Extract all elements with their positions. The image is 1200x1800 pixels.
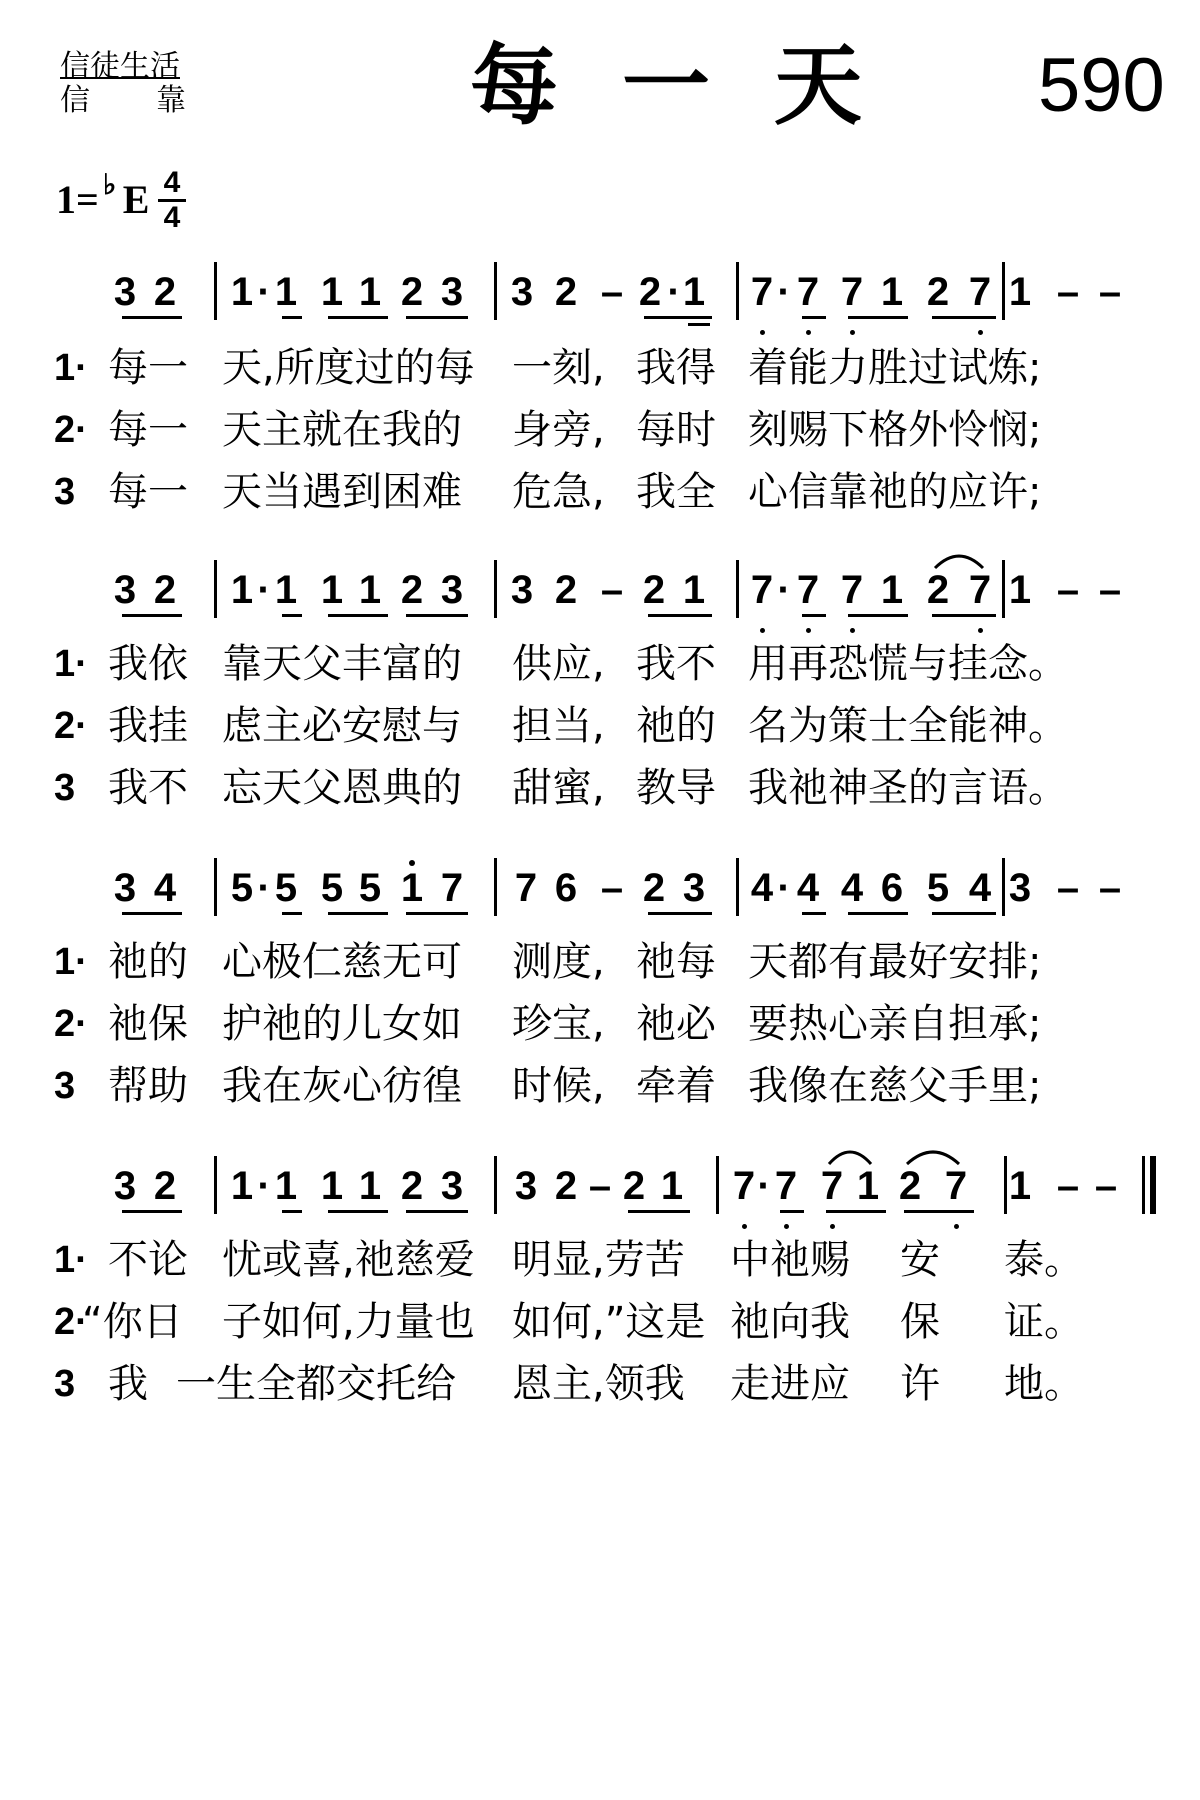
beam-underline: [122, 912, 182, 915]
verse-number: 1·: [54, 347, 88, 389]
lyric-syllable: 测度,: [512, 939, 605, 985]
dash-note: –: [1098, 270, 1122, 314]
augmentation-dot: ·: [257, 866, 271, 910]
note: 2: [642, 866, 666, 910]
notation-system-3: [0, 866, 1200, 946]
tie-slur: [827, 1146, 873, 1166]
note: 2: [554, 1164, 578, 1208]
meter-bottom: 4: [163, 201, 181, 234]
lyric-syllable: 恩主,领我: [512, 1361, 685, 1407]
note: 1: [880, 568, 904, 612]
lyric-syllable: 祂的: [108, 939, 188, 985]
beam-underline: [328, 614, 388, 617]
note: 1: [230, 568, 254, 612]
barline: [494, 1156, 497, 1214]
augmentation-dot: ·: [257, 270, 271, 314]
dash-note: –: [1094, 1164, 1118, 1208]
note: 1: [320, 1164, 344, 1208]
note: 4: [796, 866, 820, 910]
lyric-syllable: 天当遇到困难: [222, 469, 462, 515]
flat-sign: ♭: [103, 170, 117, 201]
note: 3: [682, 866, 706, 910]
note: 3: [113, 1164, 137, 1208]
lyric-syllable: 我不: [636, 641, 716, 687]
note: 2: [153, 270, 177, 314]
barline: [736, 560, 739, 618]
notation-system-4: [0, 1164, 1200, 1244]
lyric-syllable: 明显,劳苦: [512, 1237, 685, 1283]
tie-slur: [905, 1146, 961, 1166]
beam-underline: [802, 614, 826, 617]
lyric-syllable: 忧或喜,祂慈爱: [222, 1237, 475, 1283]
note: 4: [153, 866, 177, 910]
lyric-syllable: 珍宝,: [512, 1001, 605, 1047]
barline: [494, 262, 497, 320]
lyric-syllable: 要热心亲自担承;: [748, 1001, 1042, 1047]
note: 1: [358, 270, 382, 314]
note: 7: [750, 568, 774, 612]
note: 1: [358, 568, 382, 612]
beam-underline: [406, 912, 468, 915]
verse-number: 1·: [54, 643, 88, 685]
lyric-syllable: 地。: [1004, 1361, 1084, 1407]
lyric-syllable: 泰。: [1004, 1237, 1084, 1283]
note: 6: [554, 866, 578, 910]
final-barline-thick: [1150, 1156, 1156, 1214]
note: 5: [230, 866, 254, 910]
note: 5: [320, 866, 344, 910]
verse-number: 2·: [54, 705, 88, 747]
lyric-syllable: 教导: [636, 765, 716, 811]
category-label: 信徒生活: [60, 49, 180, 84]
lyric-syllable: 我全: [636, 469, 716, 515]
lyric-syllable: 祂向我: [730, 1299, 850, 1345]
lyric-line-block2-verse2: [0, 702, 1200, 750]
beam-underline: [628, 1210, 690, 1213]
beam-underline: [406, 1210, 468, 1213]
low-octave-dot: [850, 628, 855, 633]
lyric-syllable: 许: [900, 1361, 940, 1407]
barline: [736, 262, 739, 320]
lyric-syllable: 甜蜜,: [512, 765, 605, 811]
key-prefix: 1=: [56, 177, 99, 222]
note: 2: [622, 1164, 646, 1208]
note: 7: [968, 568, 992, 612]
augmentation-dot: ·: [257, 568, 271, 612]
note: 1: [856, 1164, 880, 1208]
lyric-syllable: 担当,: [512, 703, 605, 749]
dash-note: –: [600, 270, 624, 314]
lyric-line-block3-verse2: [0, 1000, 1200, 1048]
note: 5: [926, 866, 950, 910]
low-octave-dot: [978, 330, 983, 335]
beam-underline: [802, 316, 826, 319]
lyric-syllable: 每一: [108, 345, 188, 391]
note: 3: [514, 1164, 538, 1208]
lyric-line-block4-verse3: [0, 1360, 1200, 1408]
beam-underline: [932, 316, 996, 319]
lyric-syllable: 时候,: [512, 1063, 605, 1109]
beam-underline: [780, 1210, 804, 1213]
beam-underline: [644, 316, 712, 319]
low-octave-dot: [784, 1224, 789, 1229]
dash-note: –: [600, 866, 624, 910]
note: 1: [682, 568, 706, 612]
lyric-syllable: 用再恐慌与挂念。: [748, 641, 1068, 687]
note: 2: [153, 1164, 177, 1208]
note: 3: [113, 866, 137, 910]
note: 1: [358, 1164, 382, 1208]
lyric-syllable: 一刻,: [512, 345, 605, 391]
lyric-line-block2-verse3: [0, 764, 1200, 812]
lyric-syllable: 天,所度过的每: [222, 345, 475, 391]
beam-underline-second: [688, 323, 710, 326]
verse-number: 1·: [54, 1239, 88, 1281]
beam-underline: [932, 614, 996, 617]
low-octave-dot: [806, 330, 811, 335]
verse-number: 1·: [54, 941, 88, 983]
note: 1: [274, 270, 298, 314]
dash-note: –: [1056, 568, 1080, 612]
note: 3: [510, 568, 534, 612]
key-letter: E: [122, 177, 150, 222]
note: 7: [968, 270, 992, 314]
augmentation-dot: ·: [777, 568, 791, 612]
lyric-syllable: 祂的: [636, 703, 716, 749]
augmentation-dot: ·: [777, 270, 791, 314]
lyric-syllable: 着能力胜过试炼;: [748, 345, 1042, 391]
lyric-syllable: 护祂的儿女如: [222, 1001, 462, 1047]
low-octave-dot: [830, 1224, 835, 1229]
lyric-syllable: 我挂: [108, 703, 188, 749]
barline: [494, 858, 497, 916]
lyric-syllable: 靠天父丰富的: [222, 641, 462, 687]
beam-underline: [648, 912, 712, 915]
beam-underline: [328, 316, 388, 319]
note: 3: [113, 270, 137, 314]
lyric-syllable: 祂必: [636, 1001, 716, 1047]
note: 2: [638, 270, 662, 314]
lyric-syllable: 保: [900, 1299, 940, 1345]
lyric-syllable: 祂每: [636, 939, 716, 985]
beam-underline: [848, 912, 908, 915]
note: 3: [510, 270, 534, 314]
note: 7: [944, 1164, 968, 1208]
lyric-line-block3-verse1: [0, 938, 1200, 986]
dash-note: –: [600, 568, 624, 612]
note: 2: [642, 568, 666, 612]
barline: [214, 262, 217, 320]
note: 2: [153, 568, 177, 612]
note: 2: [554, 270, 578, 314]
note: 3: [440, 1164, 464, 1208]
note: 2: [554, 568, 578, 612]
lyric-syllable: 中祂赐: [730, 1237, 850, 1283]
verse-number: 2·: [54, 1301, 88, 1343]
lyric-line-block3-verse3: [0, 1062, 1200, 1110]
lyric-line-block2-verse1: [0, 640, 1200, 688]
beam-underline: [328, 912, 388, 915]
beam-underline: [406, 316, 468, 319]
final-barline-thin: [1142, 1156, 1145, 1214]
note: 4: [840, 866, 864, 910]
note: 1: [230, 1164, 254, 1208]
lyric-syllable: 帮助: [108, 1063, 188, 1109]
low-octave-dot: [760, 330, 765, 335]
lyric-syllable: 我像在慈父手里;: [748, 1063, 1042, 1109]
beam-underline: [848, 316, 908, 319]
dash-note: –: [1056, 1164, 1080, 1208]
note: 1: [1008, 270, 1032, 314]
lyric-syllable: “你日: [82, 1299, 183, 1345]
note: 1: [320, 568, 344, 612]
note: 1: [320, 270, 344, 314]
note: 7: [840, 568, 864, 612]
note: 1: [880, 270, 904, 314]
lyric-line-block1-verse2: [0, 406, 1200, 454]
lyric-syllable: 心信靠祂的应许;: [748, 469, 1042, 515]
subcategory-char-2: 靠: [156, 83, 186, 118]
beam-underline: [122, 614, 182, 617]
lyric-syllable: 虑主必安慰与: [222, 703, 462, 749]
barline: [1004, 1156, 1007, 1214]
note: 1: [400, 866, 424, 910]
hymn-title: 每一天: [470, 34, 927, 137]
note: 7: [440, 866, 464, 910]
dash-note: –: [1056, 866, 1080, 910]
barline: [214, 1156, 217, 1214]
dash-note: –: [1098, 866, 1122, 910]
lyric-syllable: 不论: [108, 1237, 188, 1283]
lyric-syllable: 天主就在我的: [222, 407, 462, 453]
lyric-syllable: 身旁,: [512, 407, 605, 453]
beam-underline: [282, 912, 302, 915]
beam-underline: [282, 316, 302, 319]
barline: [494, 560, 497, 618]
lyric-syllable: 子如何,力量也: [222, 1299, 475, 1345]
hymn-number: 590: [1038, 43, 1165, 128]
augmentation-dot: ·: [257, 1164, 271, 1208]
note: 4: [750, 866, 774, 910]
lyric-syllable: 每一: [108, 469, 188, 515]
verse-number: 3: [54, 1065, 76, 1107]
barline: [736, 858, 739, 916]
low-octave-dot: [850, 330, 855, 335]
beam-underline: [122, 1210, 182, 1213]
beam-underline: [282, 614, 302, 617]
note: 3: [440, 568, 464, 612]
notation-system-2: [0, 568, 1200, 648]
beam-underline: [328, 1210, 388, 1213]
notation-system-1: [0, 270, 1200, 350]
dash-note: –: [588, 1164, 612, 1208]
low-octave-dot: [954, 1224, 959, 1229]
tie-slur: [933, 550, 985, 570]
note: 2: [926, 568, 950, 612]
lyric-syllable: 心极仁慈无可: [222, 939, 462, 985]
barline: [214, 560, 217, 618]
augmentation-dot: ·: [757, 1164, 771, 1208]
note: 7: [820, 1164, 844, 1208]
note: 7: [514, 866, 538, 910]
meter-top: 4: [163, 166, 181, 199]
note: 1: [660, 1164, 684, 1208]
note: 7: [840, 270, 864, 314]
note: 5: [358, 866, 382, 910]
lyric-syllable: 安: [900, 1237, 940, 1283]
note: 7: [750, 270, 774, 314]
note: 5: [274, 866, 298, 910]
subcategory-char-1: 信: [60, 83, 90, 118]
key-signature: [56, 170, 150, 222]
verse-number: 3: [54, 767, 76, 809]
note: 1: [230, 270, 254, 314]
note: 2: [400, 1164, 424, 1208]
beam-underline: [648, 614, 712, 617]
note: 1: [682, 270, 706, 314]
note: 7: [796, 270, 820, 314]
note: 1: [1008, 568, 1032, 612]
note: 6: [880, 866, 904, 910]
beam-underline: [904, 1210, 974, 1213]
verse-number: 3: [54, 471, 76, 513]
lyric-syllable: 我在灰心彷徨: [222, 1063, 462, 1109]
lyric-syllable: 我不: [108, 765, 188, 811]
barline: [214, 858, 217, 916]
lyric-line-block4-verse2: [0, 1298, 1200, 1346]
lyric-line-block1-verse1: [0, 344, 1200, 392]
lyric-syllable: 供应,: [512, 641, 605, 687]
augmentation-dot: ·: [777, 866, 791, 910]
note: 7: [732, 1164, 756, 1208]
beam-underline: [932, 912, 996, 915]
note: 1: [1008, 1164, 1032, 1208]
lyric-syllable: 每一: [108, 407, 188, 453]
lyric-syllable: 祂保: [108, 1001, 188, 1047]
beam-underline: [848, 614, 908, 617]
verse-number: 2·: [54, 1003, 88, 1045]
beam-underline: [122, 316, 182, 319]
note: 3: [1008, 866, 1032, 910]
barline: [1002, 560, 1005, 618]
note: 2: [898, 1164, 922, 1208]
lyric-syllable: 名为策士全能神。: [748, 703, 1068, 749]
lyric-syllable: 我: [108, 1361, 148, 1407]
lyric-syllable: 我祂神圣的言语。: [748, 765, 1068, 811]
lyric-syllable: 一生全都交托给: [176, 1361, 456, 1407]
verse-number: 2·: [54, 409, 88, 451]
note: 3: [440, 270, 464, 314]
note: 4: [968, 866, 992, 910]
note: 7: [796, 568, 820, 612]
barline: [716, 1156, 719, 1214]
lyric-syllable: 走进应: [730, 1361, 850, 1407]
lyric-syllable: 危急,: [512, 469, 605, 515]
barline: [1002, 262, 1005, 320]
low-octave-dot: [978, 628, 983, 633]
lyric-line-block1-verse3: [0, 468, 1200, 516]
high-octave-dot: [409, 860, 415, 866]
note: 1: [274, 568, 298, 612]
low-octave-dot: [760, 628, 765, 633]
note: 2: [400, 270, 424, 314]
lyric-syllable: 我依: [108, 641, 188, 687]
time-signature: [158, 168, 186, 233]
note: 2: [400, 568, 424, 612]
lyric-syllable: 忘天父恩典的: [222, 765, 462, 811]
augmentation-dot: ·: [667, 270, 681, 314]
low-octave-dot: [742, 1224, 747, 1229]
note: 3: [113, 568, 137, 612]
verse-number: 3: [54, 1363, 76, 1405]
note: 2: [926, 270, 950, 314]
lyric-syllable: 牵着: [636, 1063, 716, 1109]
note: 1: [274, 1164, 298, 1208]
beam-underline: [282, 1210, 302, 1213]
lyric-syllable: 我得: [636, 345, 716, 391]
lyric-syllable: 刻赐下格外怜悯;: [748, 407, 1042, 453]
lyric-syllable: 证。: [1004, 1299, 1084, 1345]
lyric-line-block4-verse1: [0, 1236, 1200, 1284]
lyric-syllable: 每时: [636, 407, 716, 453]
lyric-syllable: 如何,”这是: [512, 1299, 706, 1345]
note: 7: [774, 1164, 798, 1208]
beam-underline: [826, 1210, 886, 1213]
low-octave-dot: [806, 628, 811, 633]
dash-note: –: [1056, 270, 1080, 314]
barline: [1002, 858, 1005, 916]
beam-underline: [406, 614, 468, 617]
lyric-syllable: 天都有最好安排;: [748, 939, 1042, 985]
beam-underline: [802, 912, 826, 915]
dash-note: –: [1098, 568, 1122, 612]
